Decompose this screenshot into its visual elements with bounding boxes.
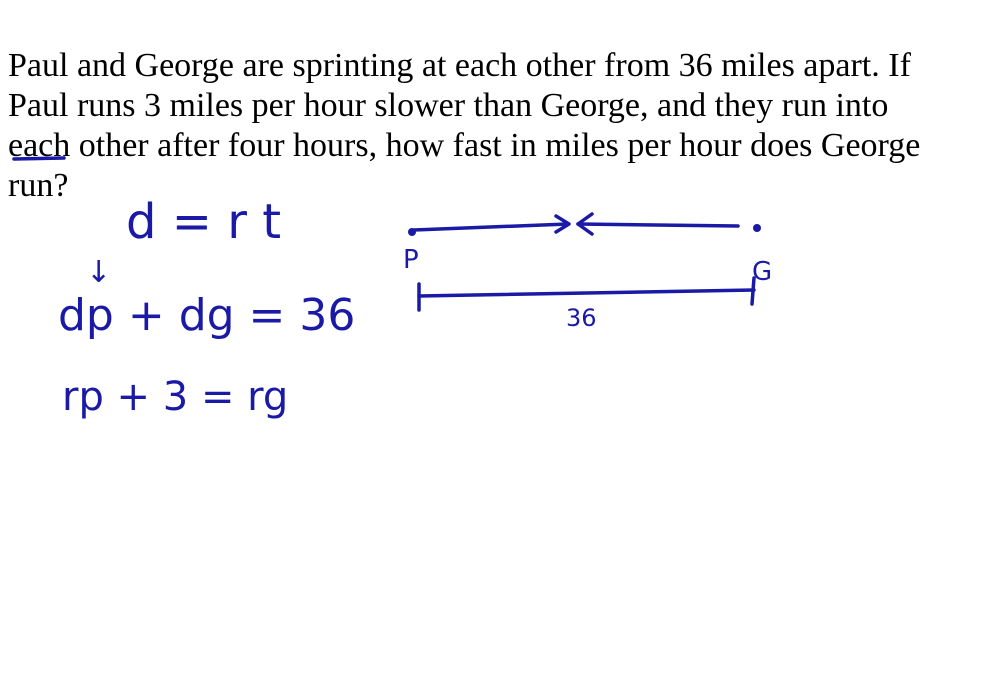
problem-line-3: each other after four hours, how fast in miles per hour does George bbox=[8, 127, 921, 164]
down-arrow-icon: ↓ bbox=[86, 255, 112, 290]
each-underline bbox=[14, 158, 64, 159]
formula-d-equals-rt: d = r t bbox=[126, 194, 282, 250]
george-path-line bbox=[578, 224, 738, 226]
distance-label: 36 bbox=[566, 304, 597, 332]
paul-path-line bbox=[414, 224, 568, 230]
george-start-dot bbox=[753, 224, 761, 232]
distance-bar-right-tick bbox=[752, 278, 754, 304]
paul-label: P bbox=[403, 245, 419, 275]
distance-equation: dp + dg = 36 bbox=[58, 290, 356, 341]
george-label: G bbox=[752, 257, 773, 287]
problem-line-4: run? bbox=[8, 167, 69, 204]
problem-line-2: Paul runs 3 miles per hour slower than George, and they run into bbox=[8, 87, 889, 124]
distance-bar bbox=[419, 290, 754, 296]
rate-equation: rp + 3 = rg bbox=[62, 374, 289, 420]
problem-line-1: Paul and George are sprinting at each other from 36 miles apart. If bbox=[8, 47, 911, 84]
